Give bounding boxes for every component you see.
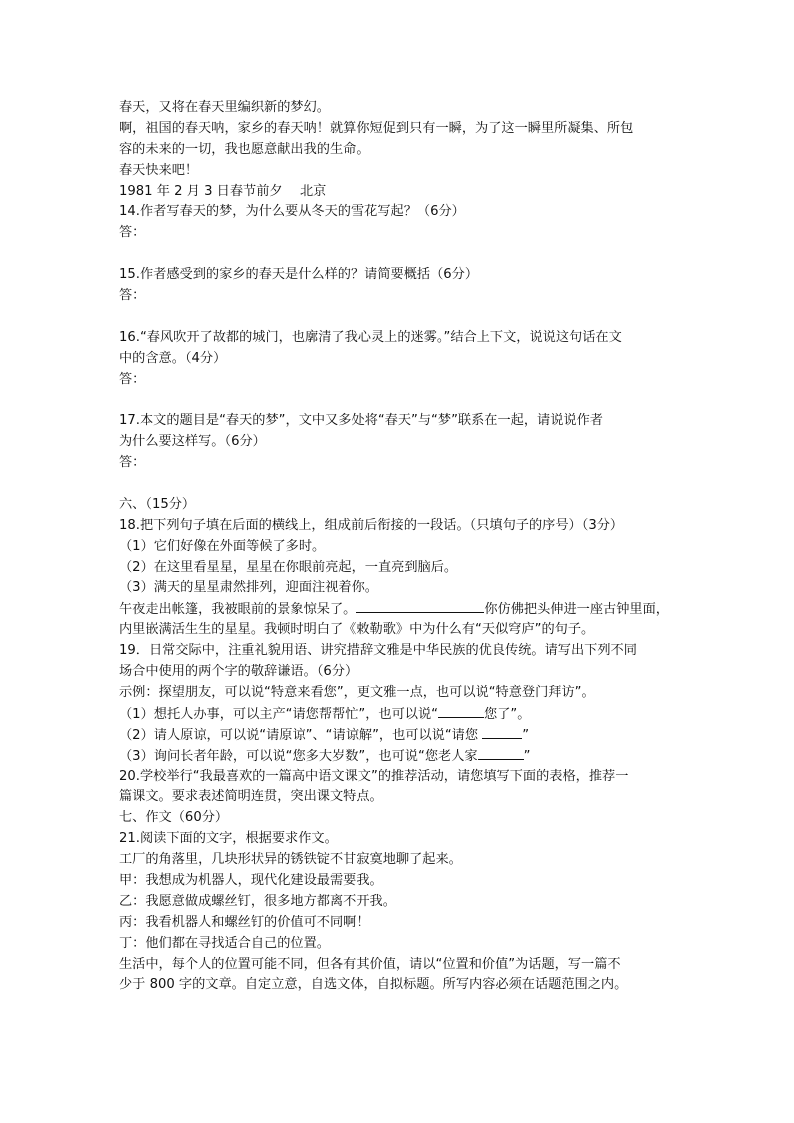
answer-label: 答： [119, 225, 146, 241]
q21-material-line: 工厂的角落里，几块形状异的锈铁锭不甘寂寞地聊了起来。 [119, 852, 462, 868]
q19-item-2-text: （2）请人原谅，可以说“请原谅”、“请谅解”，也可以说“请您 [119, 727, 483, 743]
essay-paragraph: 春天快来吧！ [119, 162, 199, 178]
q21-material-line: 丁：他们都在寻找适合自己的位置。 [119, 935, 330, 951]
question-16-cont: 中的含意。（4分） [119, 350, 227, 366]
question-20: 20.学校举行“我最喜欢的一篇高中语文课文”的推荐活动，请您填写下面的表格，推荐一 [119, 768, 629, 784]
q18-passage-part2: 你仿佛把头伸进一座古钟里面， [484, 602, 669, 618]
answer-space [119, 390, 679, 411]
q19-item-2 [119, 725, 679, 746]
q19-item-1-end: 您了”。 [484, 706, 531, 722]
question-17: 17.本文的题目是“春天的梦”，文中又多处将“春天”与“梦”联系在一起，请说说作者 [119, 413, 603, 429]
answer-space [119, 307, 679, 328]
question-19: 19．日常交际中，注重礼貌用语、讲究措辞文雅是中华民族的优良传统。请写出下列不同 [119, 643, 637, 659]
q19-item-3-text: （3）询问长者年龄，可以说“您多大岁数”，也可说“您老人家 [119, 748, 478, 764]
answer-label: 答： [119, 455, 146, 471]
question-20-cont: 篇课文。要求表述简明连贯，突出课文特点。 [119, 789, 383, 805]
q18-passage-part1: 午夜走出帐篷，我被眼前的景象惊呆了。 [119, 602, 357, 618]
q18-passage [119, 599, 679, 620]
q19-blank-1[interactable] [438, 704, 484, 718]
q18-blank[interactable] [356, 599, 484, 613]
q21-material-line: 丙：我看机器人和螺丝钉的价值可不同啊！ [119, 914, 370, 930]
page-content [119, 98, 679, 996]
essay-paragraph: 容的未来的一切，我也愿意献出我的生命。 [119, 141, 370, 157]
q18-option-1: （1）它们好像在外面等候了多时。 [119, 538, 326, 554]
section-6-heading: 六、（15分） [119, 496, 196, 512]
q18-option-2: （2）在这里看星星，星星在你眼前亮起，一直亮到脑后。 [119, 559, 458, 575]
q21-material-line: 乙：我愿意做成螺丝钉，很多地方都离不开我。 [119, 893, 396, 909]
essay-paragraph: 啊，祖国的春天呐，家乡的春天呐！就算你短促到只有一瞬，为了这一瞬里所凝集、所包 [119, 120, 634, 136]
question-16: 16.“春风吹开了故都的城门，也廓清了我心灵上的迷雾。”结合上下文，说说这句话在文 [119, 329, 622, 345]
question-21: 21.阅读下面的文字，根据要求作文。 [119, 831, 338, 847]
q19-item-1 [119, 704, 679, 725]
q19-item-3-end: ” [523, 748, 531, 764]
question-18: 18.把下列句子填在后面的横线上，组成前后衔接的一段话。（只填句子的序号）（3分） [119, 517, 624, 533]
question-19-cont: 场合中使用的两个字的敬辞谦语。（6分） [119, 664, 359, 680]
essay-paragraph: 春天，又将在春天里编织新的梦幻。 [119, 100, 330, 115]
question-17-cont: 为什么要这样写。（6分） [119, 434, 266, 450]
question-14: 14.作者写春天的梦，为什么要从冬天的雪花写起？（6分） [119, 204, 465, 220]
q19-item-1-text: （1）想托人办事，可以主产“请您帮帮忙”，也可以说“ [119, 706, 439, 722]
q19-item-2-end: ” [522, 727, 530, 743]
question-15: 15.作者感受到的家乡的春天是什么样的？请简要概括（6分） [119, 267, 479, 283]
answer-space [119, 474, 679, 495]
q21-prompt-cont: 少于 800 字的文章。自定立意，自选文体，自拟标题。所写内容必须在话题范围之内。 [119, 977, 628, 993]
q21-material-line: 甲：我想成为机器人，现代化建设最需要我。 [119, 872, 383, 888]
q19-blank-3[interactable] [478, 746, 524, 760]
q19-example: 示例：探望朋友，可以说“特意来看您”，更文雅一点，也可以说“特意登门拜访”。 [119, 684, 595, 700]
q19-item-3 [119, 746, 679, 767]
q21-prompt: 生活中，每个人的位置可能不同，但各有其价值，请以“位置和价值”为话题，写一篇不 [119, 956, 621, 972]
answer-space [119, 244, 679, 265]
answer-label: 答： [119, 288, 146, 304]
answer-label: 答： [119, 371, 146, 387]
section-7-heading: 七、作文（60分） [119, 810, 229, 826]
essay-dateline: 1981 年 2 月 3 日春节前夕 北京 [119, 183, 327, 199]
q18-option-3: （3）满天的星星肃然排列，迎面注视着你。 [119, 580, 378, 596]
q18-passage-cont: 内里嵌满活生生的星星。我顿时明白了《敕勒歌》中为什么有“天似穹庐”的句子。 [119, 622, 595, 638]
q19-blank-2[interactable] [482, 725, 522, 739]
